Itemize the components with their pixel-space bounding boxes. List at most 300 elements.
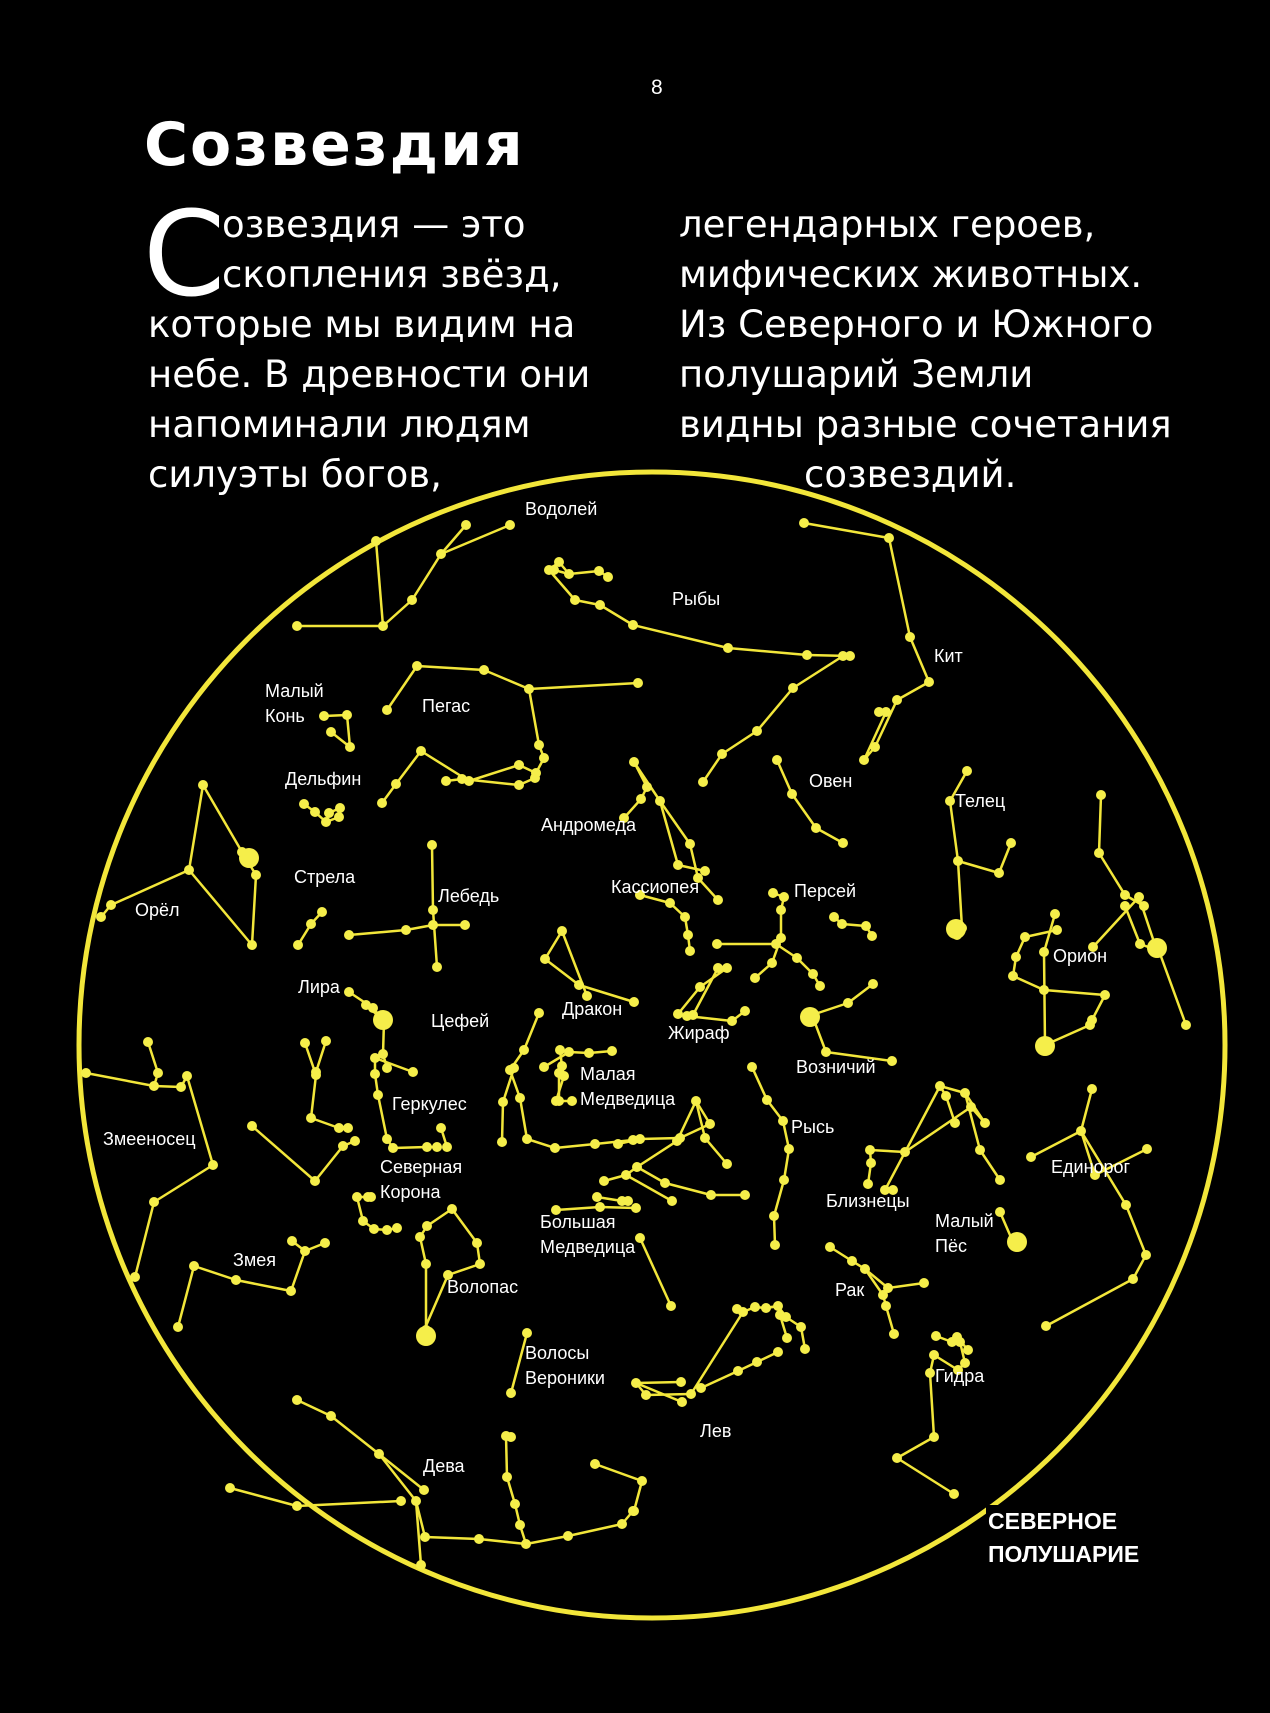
star bbox=[994, 868, 1004, 878]
star bbox=[559, 1071, 569, 1081]
hemisphere-label-line: СЕВЕРНОЕ bbox=[988, 1508, 1118, 1534]
star bbox=[815, 981, 825, 991]
constellation-line bbox=[230, 1488, 401, 1506]
star bbox=[637, 1476, 647, 1486]
bright-star bbox=[946, 919, 966, 939]
star bbox=[712, 939, 722, 949]
star bbox=[595, 1202, 605, 1212]
star bbox=[1020, 932, 1030, 942]
star bbox=[189, 1261, 199, 1271]
star bbox=[775, 1310, 785, 1320]
star bbox=[878, 1290, 888, 1300]
star bbox=[635, 1134, 645, 1144]
star bbox=[860, 1264, 870, 1274]
constellation-label-line: Медведица bbox=[580, 1089, 676, 1109]
star bbox=[691, 1096, 701, 1106]
star bbox=[198, 780, 208, 790]
star bbox=[762, 1095, 772, 1105]
star bbox=[603, 572, 613, 582]
star bbox=[378, 621, 388, 631]
intro-line: полушарий Земли bbox=[679, 353, 1034, 396]
star bbox=[441, 776, 451, 786]
star bbox=[660, 1178, 670, 1188]
star bbox=[361, 1000, 371, 1010]
star bbox=[641, 1390, 651, 1400]
star bbox=[247, 1121, 257, 1131]
star bbox=[808, 969, 818, 979]
star bbox=[310, 807, 320, 817]
star bbox=[442, 1142, 452, 1152]
star bbox=[1006, 838, 1016, 848]
star bbox=[924, 677, 934, 687]
constellation-label bbox=[796, 1057, 876, 1077]
star bbox=[427, 840, 437, 850]
star bbox=[695, 982, 705, 992]
constellation-line bbox=[958, 843, 1011, 873]
star bbox=[1139, 901, 1149, 911]
star bbox=[884, 533, 894, 543]
star bbox=[184, 865, 194, 875]
constellation-label-line: Волосы bbox=[525, 1343, 590, 1363]
star bbox=[567, 1096, 577, 1106]
star bbox=[208, 1160, 218, 1170]
star bbox=[633, 678, 643, 688]
constellation-line bbox=[897, 1458, 954, 1494]
star bbox=[130, 1272, 140, 1282]
constellation-label-line: Орион bbox=[1053, 946, 1108, 966]
star bbox=[1050, 909, 1060, 919]
star bbox=[570, 595, 580, 605]
constellation-label-line: Лира bbox=[298, 977, 340, 997]
star bbox=[345, 742, 355, 752]
star bbox=[665, 898, 675, 908]
constellation-label-line: Цефей bbox=[431, 1011, 490, 1031]
star bbox=[321, 1036, 331, 1046]
intro-line: созвездий. bbox=[804, 453, 1017, 496]
star bbox=[655, 796, 665, 806]
constellation-label-line: Рысь bbox=[791, 1117, 835, 1137]
star bbox=[1026, 1152, 1036, 1162]
star bbox=[787, 789, 797, 799]
constellation-label bbox=[541, 815, 637, 835]
star bbox=[592, 1192, 602, 1202]
star bbox=[416, 746, 426, 756]
star bbox=[472, 1238, 482, 1248]
star bbox=[713, 895, 723, 905]
star bbox=[407, 595, 417, 605]
star bbox=[700, 1133, 710, 1143]
star bbox=[292, 621, 302, 631]
star bbox=[740, 1190, 750, 1200]
constellation-label bbox=[422, 696, 470, 716]
intro-line: Из Северного и Южного bbox=[679, 303, 1154, 346]
star bbox=[750, 973, 760, 983]
star bbox=[515, 1520, 525, 1530]
star bbox=[1181, 1020, 1191, 1030]
star bbox=[771, 939, 781, 949]
star bbox=[514, 760, 524, 770]
constellation-label-line: Овен bbox=[809, 771, 853, 791]
constellation-label-line: Змееносец bbox=[103, 1129, 196, 1149]
star bbox=[740, 1006, 750, 1016]
constellation-line bbox=[1099, 795, 1144, 906]
star bbox=[173, 1322, 183, 1332]
star bbox=[342, 710, 352, 720]
star bbox=[420, 1532, 430, 1542]
star bbox=[594, 566, 604, 576]
hemisphere-label-line: ПОЛУШАРИЕ bbox=[988, 1541, 1140, 1567]
star bbox=[629, 757, 639, 767]
constellation-label bbox=[135, 900, 180, 920]
star bbox=[784, 1144, 794, 1154]
star bbox=[550, 1143, 560, 1153]
constellation-label bbox=[672, 589, 720, 609]
page-number: 8 bbox=[651, 76, 663, 99]
constellation-line bbox=[545, 931, 634, 1002]
constellation-label-line: Водолей bbox=[525, 499, 598, 519]
constellation-label bbox=[392, 1094, 467, 1114]
star bbox=[722, 1159, 732, 1169]
bright-star bbox=[1147, 938, 1167, 958]
star bbox=[673, 860, 683, 870]
star bbox=[676, 1377, 686, 1387]
star bbox=[825, 1242, 835, 1252]
star bbox=[461, 520, 471, 530]
star bbox=[667, 1196, 677, 1206]
intro-line: небе. В древности они bbox=[148, 353, 591, 396]
star bbox=[1094, 848, 1104, 858]
star bbox=[391, 779, 401, 789]
star bbox=[506, 1432, 516, 1442]
star bbox=[768, 888, 778, 898]
star bbox=[788, 683, 798, 693]
star bbox=[352, 1192, 362, 1202]
constellation-label-line: Дельфин bbox=[285, 769, 362, 789]
star bbox=[796, 1322, 806, 1332]
bright-star bbox=[1035, 1036, 1055, 1056]
star bbox=[889, 1329, 899, 1339]
constellation-label-line: Лев bbox=[700, 1421, 732, 1441]
star bbox=[723, 643, 733, 653]
star bbox=[935, 1081, 945, 1091]
star bbox=[506, 1388, 516, 1398]
constellation-label-line: Телец bbox=[955, 791, 1006, 811]
star bbox=[706, 1190, 716, 1200]
star bbox=[287, 1236, 297, 1246]
constellation-label-line: Лебедь bbox=[438, 886, 500, 906]
star bbox=[1052, 925, 1062, 935]
star bbox=[682, 1011, 692, 1021]
constellation-line bbox=[135, 1076, 213, 1277]
bright-star bbox=[373, 1010, 393, 1030]
star bbox=[422, 1142, 432, 1152]
star bbox=[521, 1539, 531, 1549]
star bbox=[867, 931, 877, 941]
constellation-label bbox=[103, 1129, 196, 1149]
constellation-line bbox=[865, 1269, 894, 1334]
star bbox=[683, 930, 693, 940]
star bbox=[829, 912, 839, 922]
star bbox=[685, 839, 695, 849]
star bbox=[782, 1333, 792, 1343]
star bbox=[590, 1139, 600, 1149]
star bbox=[343, 1123, 353, 1133]
intro-line: силуэты богов, bbox=[148, 453, 442, 496]
star bbox=[153, 1068, 163, 1078]
constellation-line bbox=[148, 1042, 187, 1087]
constellation-label-line: Стрела bbox=[294, 867, 356, 887]
star bbox=[370, 1053, 380, 1063]
constellation-label bbox=[1051, 1157, 1131, 1177]
star bbox=[422, 1221, 432, 1231]
star bbox=[750, 1302, 760, 1312]
star bbox=[373, 1090, 383, 1100]
star bbox=[338, 1141, 348, 1151]
bright-star bbox=[416, 1326, 436, 1346]
constellation-label-line: Конь bbox=[265, 706, 305, 726]
intro-line: которые мы видим на bbox=[148, 303, 576, 346]
constellation-line bbox=[549, 562, 850, 656]
star bbox=[1100, 990, 1110, 1000]
star bbox=[631, 1378, 641, 1388]
star bbox=[436, 1123, 446, 1133]
star bbox=[176, 1082, 186, 1092]
star bbox=[838, 838, 848, 848]
star bbox=[929, 1432, 939, 1442]
bright-star bbox=[239, 848, 259, 868]
constellation-line bbox=[86, 1073, 154, 1086]
star bbox=[292, 1395, 302, 1405]
star bbox=[636, 794, 646, 804]
constellation-label bbox=[826, 1191, 910, 1211]
hemisphere-label bbox=[986, 1505, 1153, 1577]
star bbox=[311, 1067, 321, 1077]
star bbox=[941, 1091, 951, 1101]
drop-cap: С bbox=[143, 185, 226, 323]
star bbox=[475, 1259, 485, 1269]
constellation-label-line: Орёл bbox=[135, 900, 180, 920]
star bbox=[460, 920, 470, 930]
intro-line: мифических животных. bbox=[679, 253, 1143, 296]
star bbox=[358, 1216, 368, 1226]
star bbox=[752, 726, 762, 736]
constellation-label bbox=[285, 769, 361, 789]
star bbox=[534, 740, 544, 750]
constellation-label-line: Пёс bbox=[935, 1236, 967, 1256]
star bbox=[299, 799, 309, 809]
star bbox=[843, 998, 853, 1008]
star bbox=[962, 766, 972, 776]
star bbox=[635, 1233, 645, 1243]
star bbox=[412, 661, 422, 671]
intro-line: видны разные сочетания bbox=[679, 403, 1172, 446]
star bbox=[617, 1519, 627, 1529]
constellation-label bbox=[562, 999, 622, 1019]
constellation-label-line: Медведица bbox=[540, 1237, 636, 1257]
constellation-line bbox=[640, 1238, 671, 1306]
star bbox=[522, 1328, 532, 1338]
star bbox=[344, 987, 354, 997]
constellation-label-line: Кит bbox=[934, 646, 963, 666]
constellation-label-line: Дева bbox=[423, 1456, 465, 1476]
star bbox=[310, 1176, 320, 1186]
star bbox=[1041, 1321, 1051, 1331]
star bbox=[1141, 1250, 1151, 1260]
constellation-line bbox=[252, 1126, 355, 1181]
star bbox=[733, 1366, 743, 1376]
star bbox=[868, 979, 878, 989]
star bbox=[416, 1560, 426, 1570]
constellation-label-line: Андромеда bbox=[541, 815, 636, 835]
star bbox=[149, 1081, 159, 1091]
constellation-label bbox=[668, 1023, 730, 1043]
star bbox=[563, 1531, 573, 1541]
constellation-label-line: Геркулес bbox=[392, 1094, 467, 1114]
star bbox=[1142, 1144, 1152, 1154]
star bbox=[980, 1118, 990, 1128]
star bbox=[81, 1068, 91, 1078]
constellation-label bbox=[298, 977, 341, 997]
star bbox=[534, 1008, 544, 1018]
star bbox=[421, 1259, 431, 1269]
star bbox=[419, 1485, 429, 1495]
star bbox=[474, 1534, 484, 1544]
star bbox=[519, 1045, 529, 1055]
constellation-label-line: Волопас bbox=[447, 1277, 519, 1297]
star bbox=[396, 1496, 406, 1506]
star bbox=[975, 1145, 985, 1155]
constellation-label bbox=[294, 867, 356, 887]
star bbox=[557, 1061, 567, 1071]
star bbox=[599, 1176, 609, 1186]
star bbox=[821, 1047, 831, 1057]
star bbox=[685, 946, 695, 956]
constellation-line bbox=[885, 1086, 940, 1190]
star bbox=[799, 518, 809, 528]
star bbox=[549, 565, 559, 575]
constellation-label bbox=[934, 646, 963, 666]
star bbox=[776, 905, 786, 915]
star bbox=[632, 1162, 642, 1172]
constellation-label-line: Большая bbox=[540, 1212, 616, 1232]
constellation-label-line: Вероники bbox=[525, 1368, 605, 1388]
star bbox=[680, 912, 690, 922]
constellation-line bbox=[1044, 914, 1090, 1045]
constellation-label bbox=[423, 1456, 466, 1476]
star bbox=[564, 569, 574, 579]
star bbox=[960, 1088, 970, 1098]
star bbox=[509, 1063, 519, 1073]
star bbox=[1008, 971, 1018, 981]
star bbox=[247, 940, 257, 950]
star bbox=[432, 1142, 442, 1152]
star bbox=[722, 963, 732, 973]
star bbox=[335, 803, 345, 813]
star bbox=[767, 958, 777, 968]
star bbox=[530, 773, 540, 783]
constellation-label bbox=[265, 681, 324, 726]
star bbox=[306, 1113, 316, 1123]
star bbox=[995, 1175, 1005, 1185]
star bbox=[377, 798, 387, 808]
star bbox=[773, 1347, 783, 1357]
star bbox=[326, 1411, 336, 1421]
star bbox=[324, 808, 334, 818]
star bbox=[479, 665, 489, 675]
star bbox=[225, 1483, 235, 1493]
constellation-label-line: Пегас bbox=[422, 696, 471, 716]
star bbox=[698, 777, 708, 787]
star bbox=[505, 520, 515, 530]
star bbox=[1120, 901, 1130, 911]
constellation-label bbox=[447, 1277, 518, 1297]
constellation-label bbox=[1053, 946, 1107, 966]
star bbox=[510, 1499, 520, 1509]
constellation-label bbox=[611, 877, 699, 897]
star bbox=[847, 1256, 857, 1266]
star bbox=[800, 1344, 810, 1354]
star bbox=[1039, 985, 1049, 995]
star bbox=[366, 1192, 376, 1202]
star bbox=[551, 1096, 561, 1106]
star bbox=[919, 1278, 929, 1288]
star bbox=[874, 707, 884, 717]
star bbox=[1128, 1274, 1138, 1284]
star bbox=[752, 1357, 762, 1367]
star bbox=[286, 1286, 296, 1296]
star bbox=[522, 1134, 532, 1144]
star bbox=[629, 1506, 639, 1516]
star bbox=[628, 620, 638, 630]
constellation-label bbox=[835, 1280, 864, 1300]
star bbox=[1011, 952, 1021, 962]
star bbox=[931, 1331, 941, 1341]
star bbox=[1085, 1020, 1095, 1030]
star bbox=[457, 774, 467, 784]
star bbox=[778, 1116, 788, 1126]
star bbox=[432, 962, 442, 972]
star bbox=[631, 1203, 641, 1213]
constellation-label-line: Кассиопея bbox=[611, 877, 700, 897]
star bbox=[370, 1069, 380, 1079]
constellation-line bbox=[529, 683, 638, 689]
star bbox=[574, 980, 584, 990]
constellation-label bbox=[233, 1250, 276, 1270]
star bbox=[369, 1224, 379, 1234]
constellation-line bbox=[1125, 906, 1186, 1025]
star bbox=[1039, 947, 1049, 957]
star bbox=[106, 900, 116, 910]
constellation-label bbox=[955, 791, 1005, 811]
star bbox=[953, 856, 963, 866]
star bbox=[949, 1489, 959, 1499]
star bbox=[524, 684, 534, 694]
star bbox=[792, 953, 802, 963]
star bbox=[950, 1118, 960, 1128]
constellation-label-line: Рыбы bbox=[672, 589, 721, 609]
star bbox=[666, 1301, 676, 1311]
constellation-label-line: Змея bbox=[233, 1250, 277, 1270]
star bbox=[382, 1063, 392, 1073]
star bbox=[334, 1123, 344, 1133]
constellation-label bbox=[794, 881, 856, 901]
star bbox=[837, 919, 847, 929]
star bbox=[326, 727, 336, 737]
star bbox=[300, 1246, 310, 1256]
star bbox=[838, 651, 848, 661]
constellation-label-line: Жираф bbox=[668, 1023, 730, 1043]
star bbox=[436, 549, 446, 559]
